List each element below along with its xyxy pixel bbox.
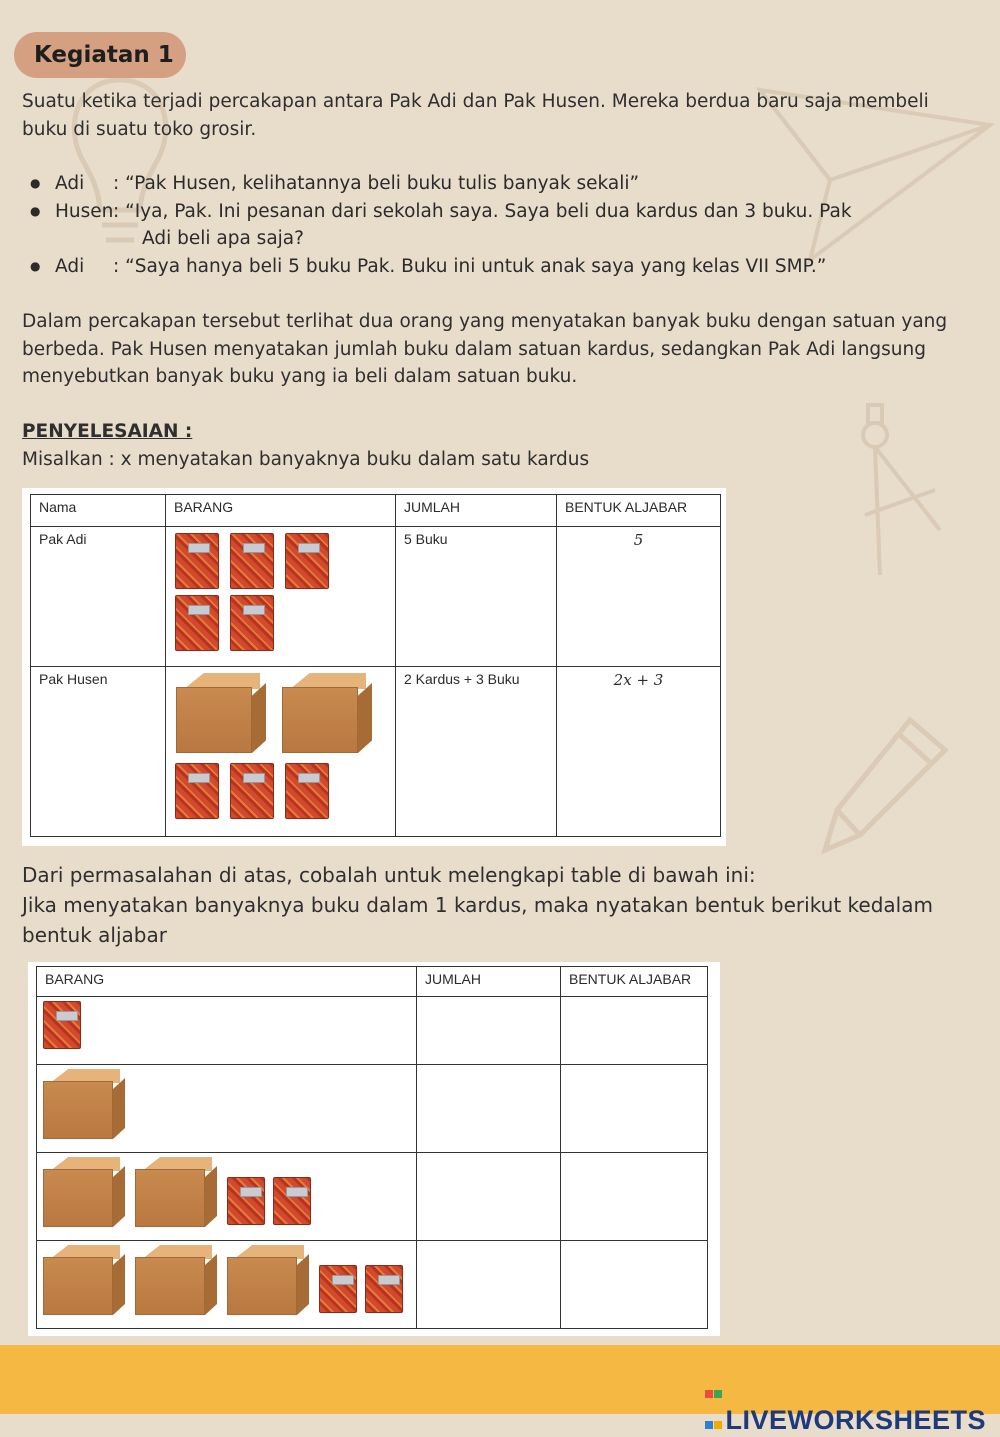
dialog-list	[30, 170, 910, 280]
cardboard-box-icon	[135, 1245, 219, 1317]
example-table	[22, 488, 726, 846]
header-bentuk-aljabar: BENTUK ALJABAR	[557, 495, 721, 527]
cardboard-box-icon	[43, 1069, 127, 1141]
cell-barang	[166, 667, 396, 837]
book-icon	[230, 533, 274, 589]
cell-bentuk-aljabar: 2x + 3	[557, 667, 721, 837]
answer-aljabar-input[interactable]	[561, 1241, 708, 1329]
cardboard-box-icon	[43, 1157, 127, 1229]
book-icon	[365, 1265, 403, 1313]
book-icon	[319, 1265, 357, 1313]
dialog-line: : “Iya, Pak. Ini pesanan dari sekolah saya. Saya beli dua kardus dan 3 buku. Pak	[113, 200, 852, 222]
book-icon	[175, 533, 219, 589]
dialog-item	[30, 198, 910, 253]
header-barang: BARANG	[37, 967, 417, 997]
instruction-line: Jika menyatakan banyaknya buku dalam 1 kardus, maka nyatakan bentuk berikut kedalam bentuk aljabar	[22, 893, 933, 947]
cell-nama: Pak Husen	[31, 667, 166, 837]
cell-barang	[37, 997, 417, 1065]
intro-text: Suatu ketika terjadi percakapan antara Pak Adi dan Pak Husen. Mereka berdua baru saja membeli buku di suatu toko grosir.	[22, 91, 929, 140]
dialog-speaker: Adi	[55, 255, 85, 277]
book-icon	[43, 1001, 81, 1049]
header-bentuk-aljabar: BENTUK ALJABAR	[561, 967, 708, 997]
answer-aljabar-input[interactable]	[561, 1153, 708, 1241]
exercise-table	[28, 962, 720, 1336]
explanation-paragraph: Dalam percakapan tersebut terlihat dua orang yang menyatakan banyak buku dengan satuan yang berbeda. Pak Husen menyatakan jumlah buku dalam satuan kardus, sedangkan Pak Adi langsung menyebutkan banyak buku yang ia beli dalam satuan buku.	[22, 311, 948, 387]
instruction-line: Dari permasalahan di atas, cobalah untuk melengkapi table di bawah ini:	[22, 863, 756, 887]
header-jumlah: JUMLAH	[417, 967, 561, 997]
dialog-line: : “Pak Husen, kelihatannya beli buku tulis banyak sekali”	[113, 173, 640, 194]
header-barang: BARANG	[166, 495, 396, 527]
answer-jumlah-input[interactable]	[417, 1153, 561, 1241]
answer-jumlah-input[interactable]	[417, 997, 561, 1065]
cell-nama: Pak Adi	[31, 527, 166, 667]
cardboard-box-icon	[43, 1245, 127, 1317]
book-icon	[230, 595, 274, 651]
cardboard-box-icon	[135, 1157, 219, 1229]
brand-logo[interactable]	[705, 1375, 986, 1436]
book-icon	[175, 763, 219, 819]
dialog-line-continued: Adi beli apa saja?	[142, 228, 304, 249]
cell-barang	[166, 527, 396, 667]
answer-jumlah-input[interactable]	[417, 1241, 561, 1329]
exercise-instructions	[22, 860, 972, 950]
liveworksheets-logo-icon	[705, 1375, 723, 1393]
book-icon	[175, 595, 219, 651]
cell-jumlah: 5 Buku	[396, 527, 557, 667]
compass-doodle-icon	[850, 400, 950, 590]
cell-barang	[37, 1065, 417, 1153]
cardboard-box-icon	[176, 673, 268, 755]
dialog-speaker: Adi	[55, 173, 85, 194]
answer-aljabar-input[interactable]	[561, 1065, 708, 1153]
cell-barang	[37, 1241, 417, 1329]
brand-name: LIVEWORKSHEETS	[725, 1405, 986, 1435]
cell-jumlah: 2 Kardus + 3 Buku	[396, 667, 557, 837]
cardboard-box-icon	[282, 673, 374, 755]
dialog-line: : “Saya hanya beli 5 buku Pak. Buku ini untuk anak saya yang kelas VII SMP.”	[113, 255, 827, 277]
cell-barang	[37, 1153, 417, 1241]
dialog-speaker: Husen	[55, 200, 114, 222]
variable-definition: Misalkan : x menyatakan banyaknya buku dalam satu kardus	[22, 449, 590, 470]
solution-heading: PENYELESAIAN :	[22, 421, 193, 442]
activity-title: Kegiatan 1	[14, 32, 186, 78]
header-jumlah: JUMLAH	[396, 495, 557, 527]
answer-jumlah-input[interactable]	[417, 1065, 561, 1153]
cardboard-box-icon	[227, 1245, 311, 1317]
footer-bar	[0, 1345, 1000, 1435]
cell-bentuk-aljabar: 5	[557, 527, 721, 667]
book-icon	[285, 533, 329, 589]
dialog-item	[30, 253, 910, 281]
answer-aljabar-input[interactable]	[561, 997, 708, 1065]
pencil-doodle-icon	[815, 710, 955, 860]
book-icon	[273, 1177, 311, 1225]
book-icon	[227, 1177, 265, 1225]
dialog-item	[30, 170, 910, 198]
book-icon	[285, 763, 329, 819]
header-nama: Nama	[31, 495, 166, 527]
book-icon	[230, 763, 274, 819]
